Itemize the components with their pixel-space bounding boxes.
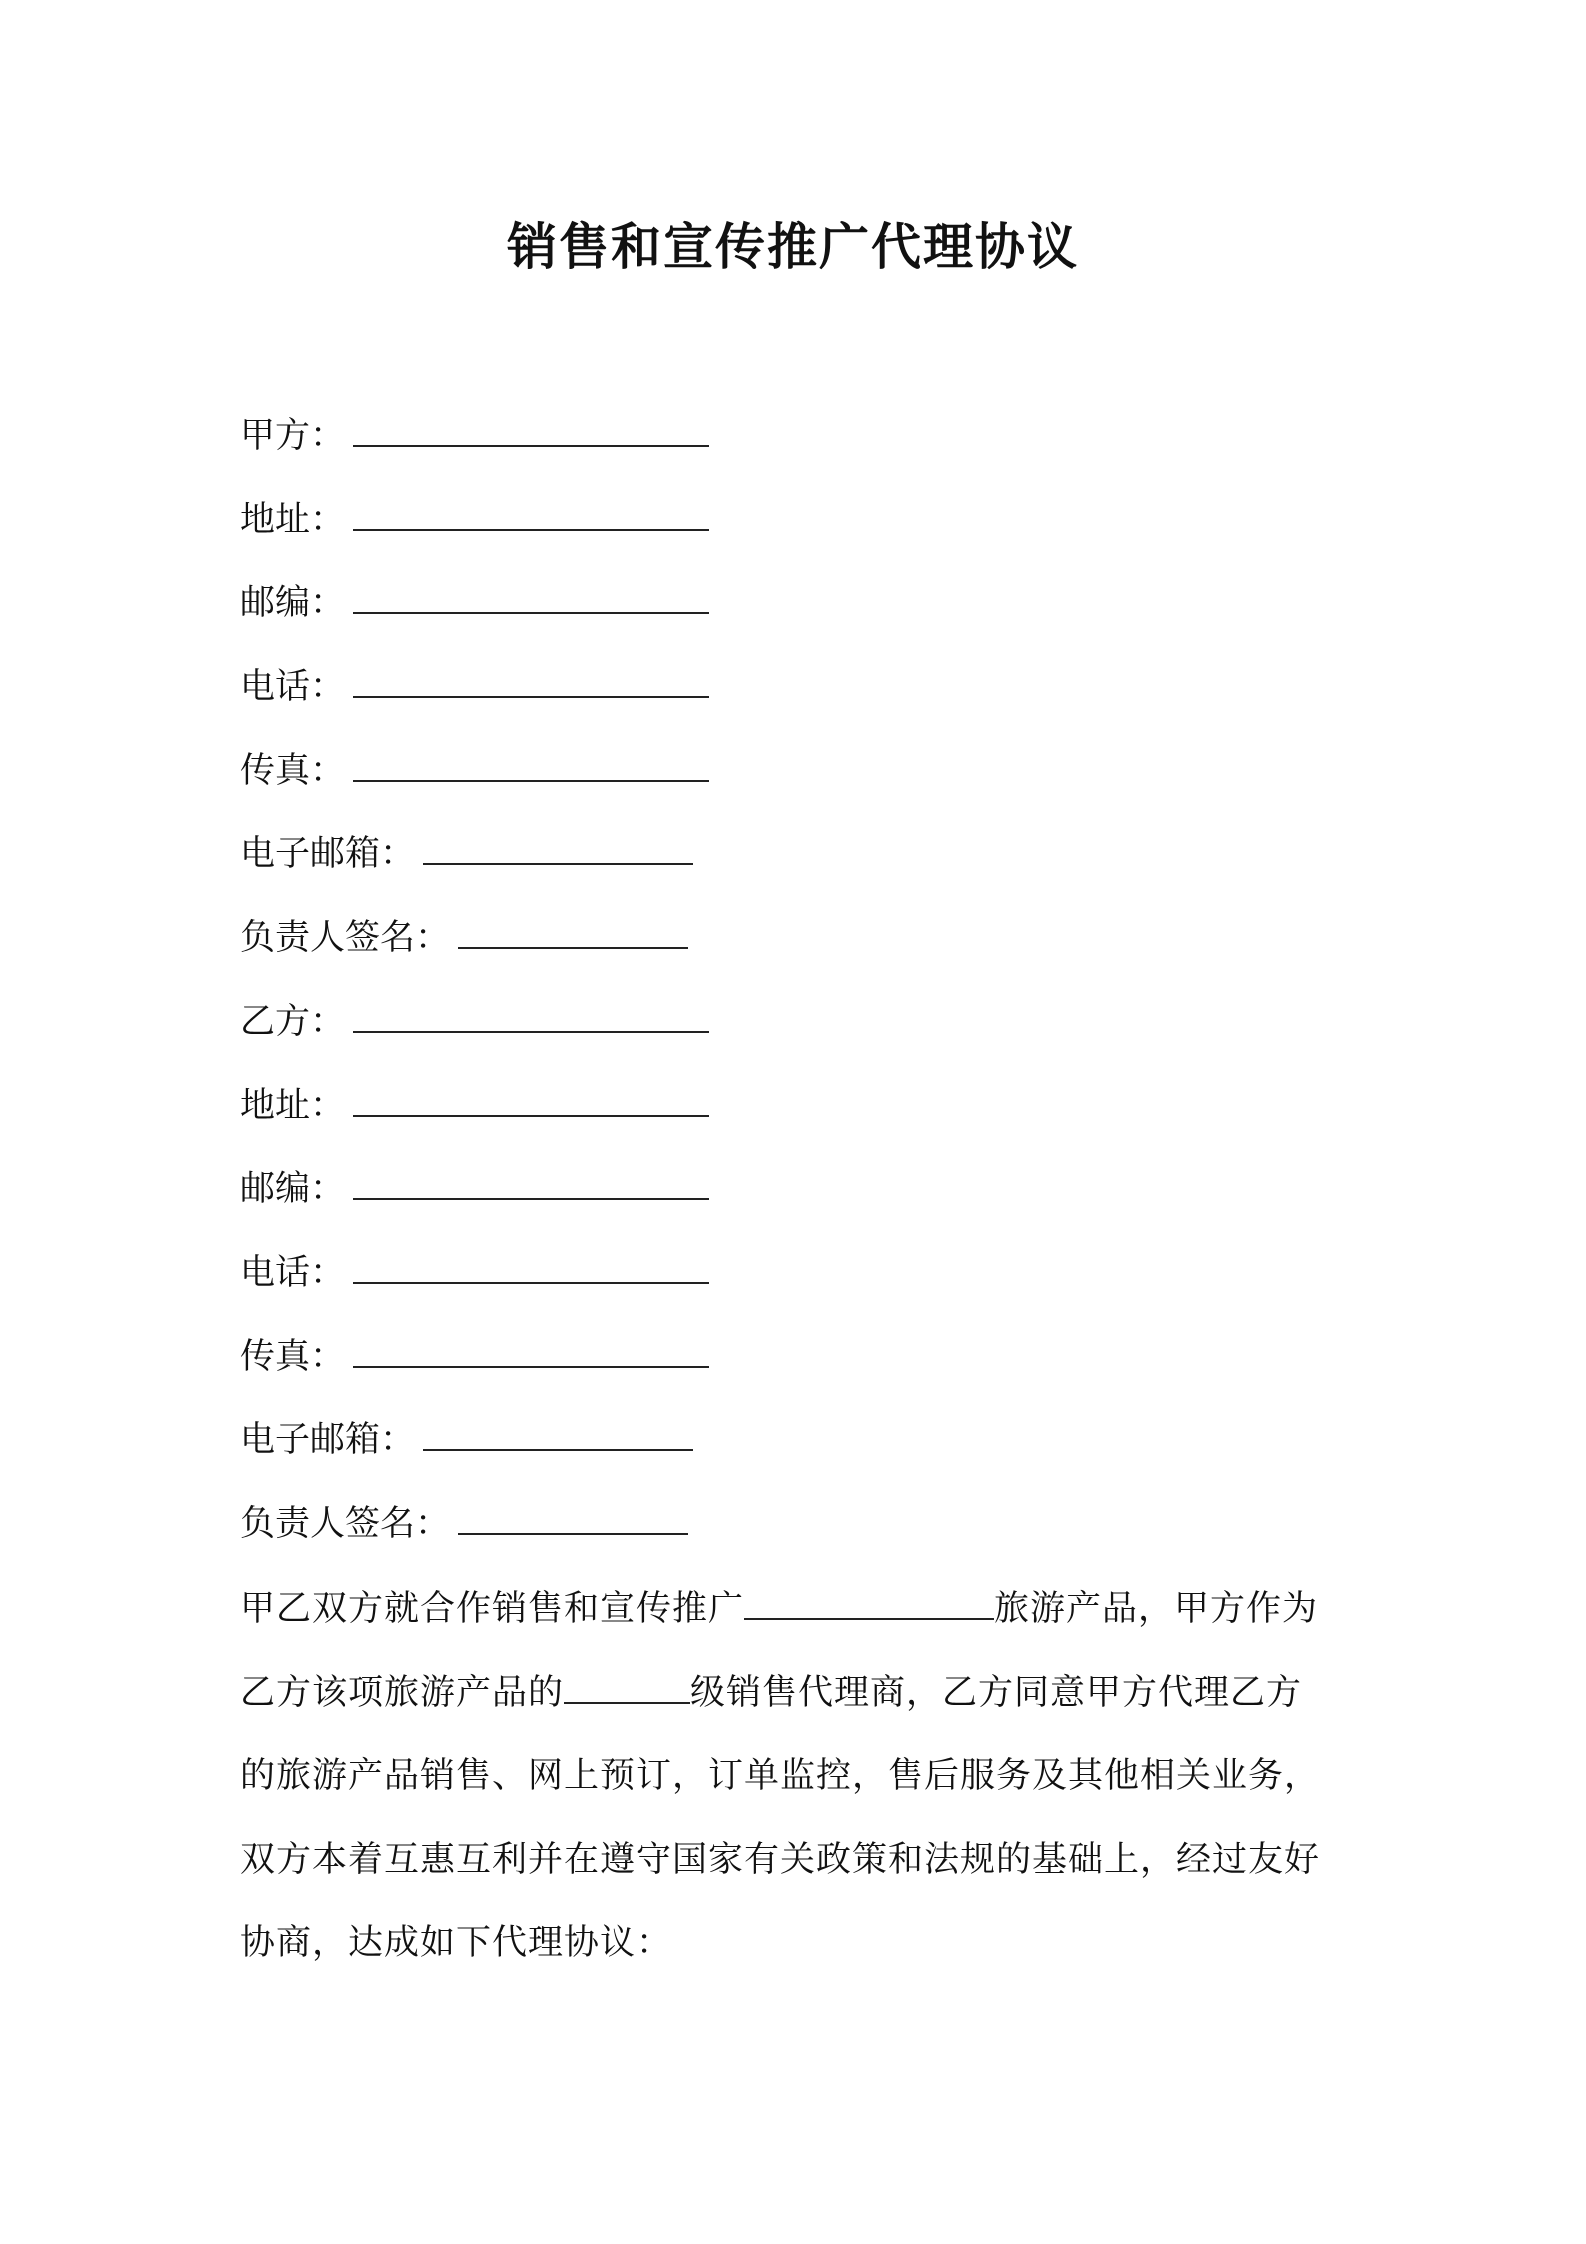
intro-line: 的旅游产品销售、网上预订，订单监控，售后服务及其他相关业务， xyxy=(240,1756,1321,1796)
party-b-phone-field xyxy=(240,1241,1360,1325)
fill-in-blank xyxy=(423,1409,693,1451)
party-a-email-field xyxy=(240,822,1360,906)
agreement-intro-paragraph xyxy=(240,1568,1358,1986)
field-label: 电话： xyxy=(240,1252,346,1293)
party-a-signature-field xyxy=(240,906,1360,990)
fill-in-blank xyxy=(353,740,709,782)
fill-in-blank xyxy=(353,1075,709,1117)
field-label: 电话： xyxy=(240,667,346,708)
field-label: 传真： xyxy=(240,750,346,791)
party-a-fax-field xyxy=(240,739,1360,823)
party-a-phone-field xyxy=(240,655,1360,739)
fill-in-blank xyxy=(353,1242,709,1284)
intro-text: 旅游产品，甲方作为 xyxy=(994,1589,1319,1629)
party-b-postcode-field xyxy=(240,1157,1360,1241)
party-a-address-field xyxy=(240,488,1360,572)
party-a-postcode-field xyxy=(240,571,1360,655)
field-label: 电子邮箱： xyxy=(240,1420,416,1461)
field-label: 传真： xyxy=(240,1336,346,1377)
intro-line xyxy=(240,1652,1358,1736)
fill-in-blank xyxy=(353,991,709,1033)
intro-text: 乙方该项旅游产品的 xyxy=(240,1672,565,1713)
party-b-name-field xyxy=(240,990,1360,1074)
intro-line xyxy=(240,1568,1358,1652)
fill-in-blank xyxy=(353,1326,709,1368)
field-label: 负责人签名： xyxy=(240,918,451,959)
party-b-address-field xyxy=(240,1074,1360,1158)
field-label: 电子邮箱： xyxy=(240,834,416,875)
fill-in-blank xyxy=(353,572,709,614)
party-b-signature-field xyxy=(240,1492,1360,1576)
party-b-fax-field xyxy=(240,1325,1360,1409)
fill-in-blank xyxy=(423,823,693,865)
fill-in-blank xyxy=(353,489,709,531)
intro-text: 级销售代理商，乙方同意甲方代理乙方 xyxy=(690,1672,1303,1713)
field-label: 邮编： xyxy=(240,583,346,624)
field-label: 负责人签名： xyxy=(240,1503,451,1544)
fill-in-blank xyxy=(353,656,709,698)
party-a-name-field xyxy=(240,404,1360,488)
fill-in-blank xyxy=(353,1158,709,1200)
fill-in-blank xyxy=(353,405,709,447)
intro-text: 甲乙双方就合作销售和宣传推广 xyxy=(240,1589,745,1629)
intro-line: 协商，达成如下代理协议： xyxy=(240,1923,673,1963)
document-title: 销售和宣传推广代理协议 xyxy=(507,218,1079,276)
field-label: 地址： xyxy=(240,1085,346,1126)
intro-line: 双方本着互惠互利并在遵守国家有关政策和法规的基础上，经过友好 xyxy=(240,1839,1321,1880)
field-label: 乙方： xyxy=(240,1001,346,1042)
field-label: 地址： xyxy=(240,499,346,540)
fill-in-blank xyxy=(458,907,688,949)
party-b-email-field xyxy=(240,1408,1360,1492)
party-info-fields xyxy=(240,404,1360,1576)
agent-level-blank xyxy=(564,1668,690,1704)
fill-in-blank xyxy=(458,1493,688,1535)
field-label: 甲方： xyxy=(240,416,346,456)
field-label: 邮编： xyxy=(240,1169,346,1210)
product-name-blank xyxy=(744,1584,994,1620)
